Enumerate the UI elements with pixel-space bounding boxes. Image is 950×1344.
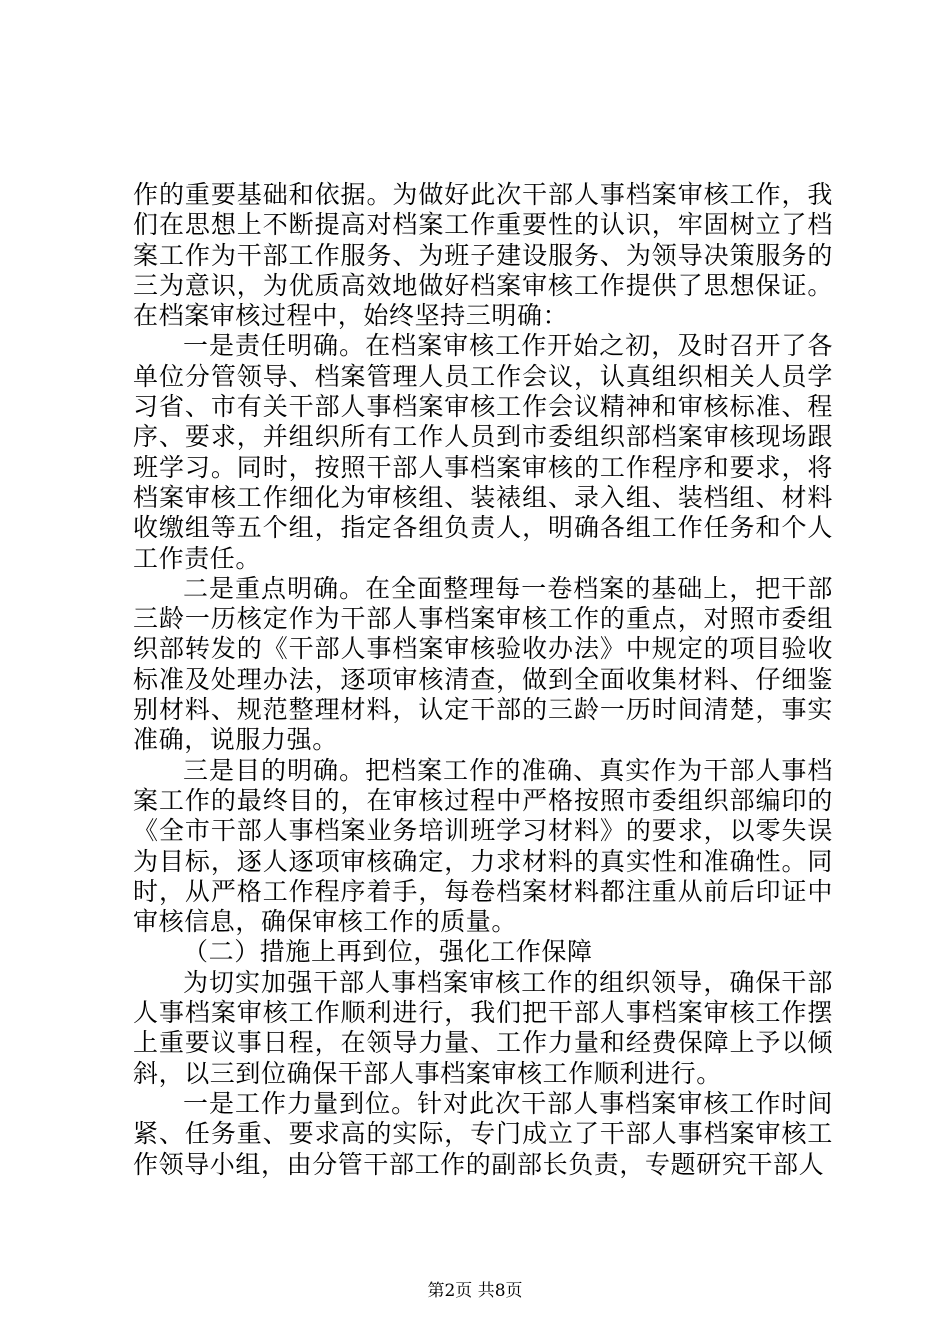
section-heading: （二）措施上再到位，强化工作保障 <box>183 937 593 967</box>
paragraph-responsibility: 一是责任明确。在档案审核工作开始之初，及时召开了各单位分管领导、档案管理人员工作会议，认真组织相关人员学习省、市有关干部人事档案审核工作会议精神和审核标准、程序、要求，并组织所有工作人员到市委组织部档案审核现场跟班学习。同时，按照干部人事档案审核的工作程序和要求，将档案审核工作细化为审核组、装裱组、录入组、装档组、材料收缴组等五个组，指定各组负责人，明确各组工作任务和个人工作责任。 <box>133 331 833 573</box>
paragraph-purpose: 三是目的明确。把档案工作的准确、真实作为干部人事档案工作的最终目的，在审核过程中严格按照市委组织部编印的《全市干部人事档案业务培训班学习材料》的要求，以零失误为目标，逐人逐项审核确定，力求材料的真实性和准确性。同时，从严格工作程序着手，每卷档案材料都注重从前后印证中审核信息，确保审核工作的质量。 <box>133 755 833 937</box>
paragraph-focus: 二是重点明确。在全面整理每一卷档案的基础上，把干部三龄一历核定作为干部人事档案审核工作的重点，对照市委组织部转发的《干部人事档案审核验收办法》中规定的项目验收标准及处理办法，逐项审核清查，做到全面收集材料、仔细鉴别材料、规范整理材料，认定干部的三龄一历时间清楚，事实准确，说服力强。 <box>133 573 833 755</box>
paragraph-workforce: 一是工作力量到位。针对此次干部人事档案审核工作时间紧、任务重、要求高的实际，专门成立了干部人事档案审核工作领导小组，由分管干部工作的副部长负责，专题研究干部人 <box>133 1088 833 1179</box>
paragraph-measures: 为切实加强干部人事档案审核工作的组织领导，确保干部人事档案审核工作顺利进行，我们把干部人事档案审核工作摆上重要议事日程，在领导力量、工作力量和经费保障上予以倾斜，以三到位确保干部人事档案审核工作顺利进行。 <box>133 967 833 1088</box>
page-footer: 第2页 共8页 <box>427 1281 523 1301</box>
paragraph-continuation: 作的重要基础和依据。为做好此次干部人事档案审核工作，我们在思想上不断提高对档案工作重要性的认识，牢固树立了档案工作为干部工作服务、为班子建设服务、为领导决策服务的三为意识，为优质高效地做好档案审核工作提供了思想保证。在档案审核过程中，始终坚持三明确： <box>133 180 833 331</box>
document-body <box>133 180 833 1180</box>
